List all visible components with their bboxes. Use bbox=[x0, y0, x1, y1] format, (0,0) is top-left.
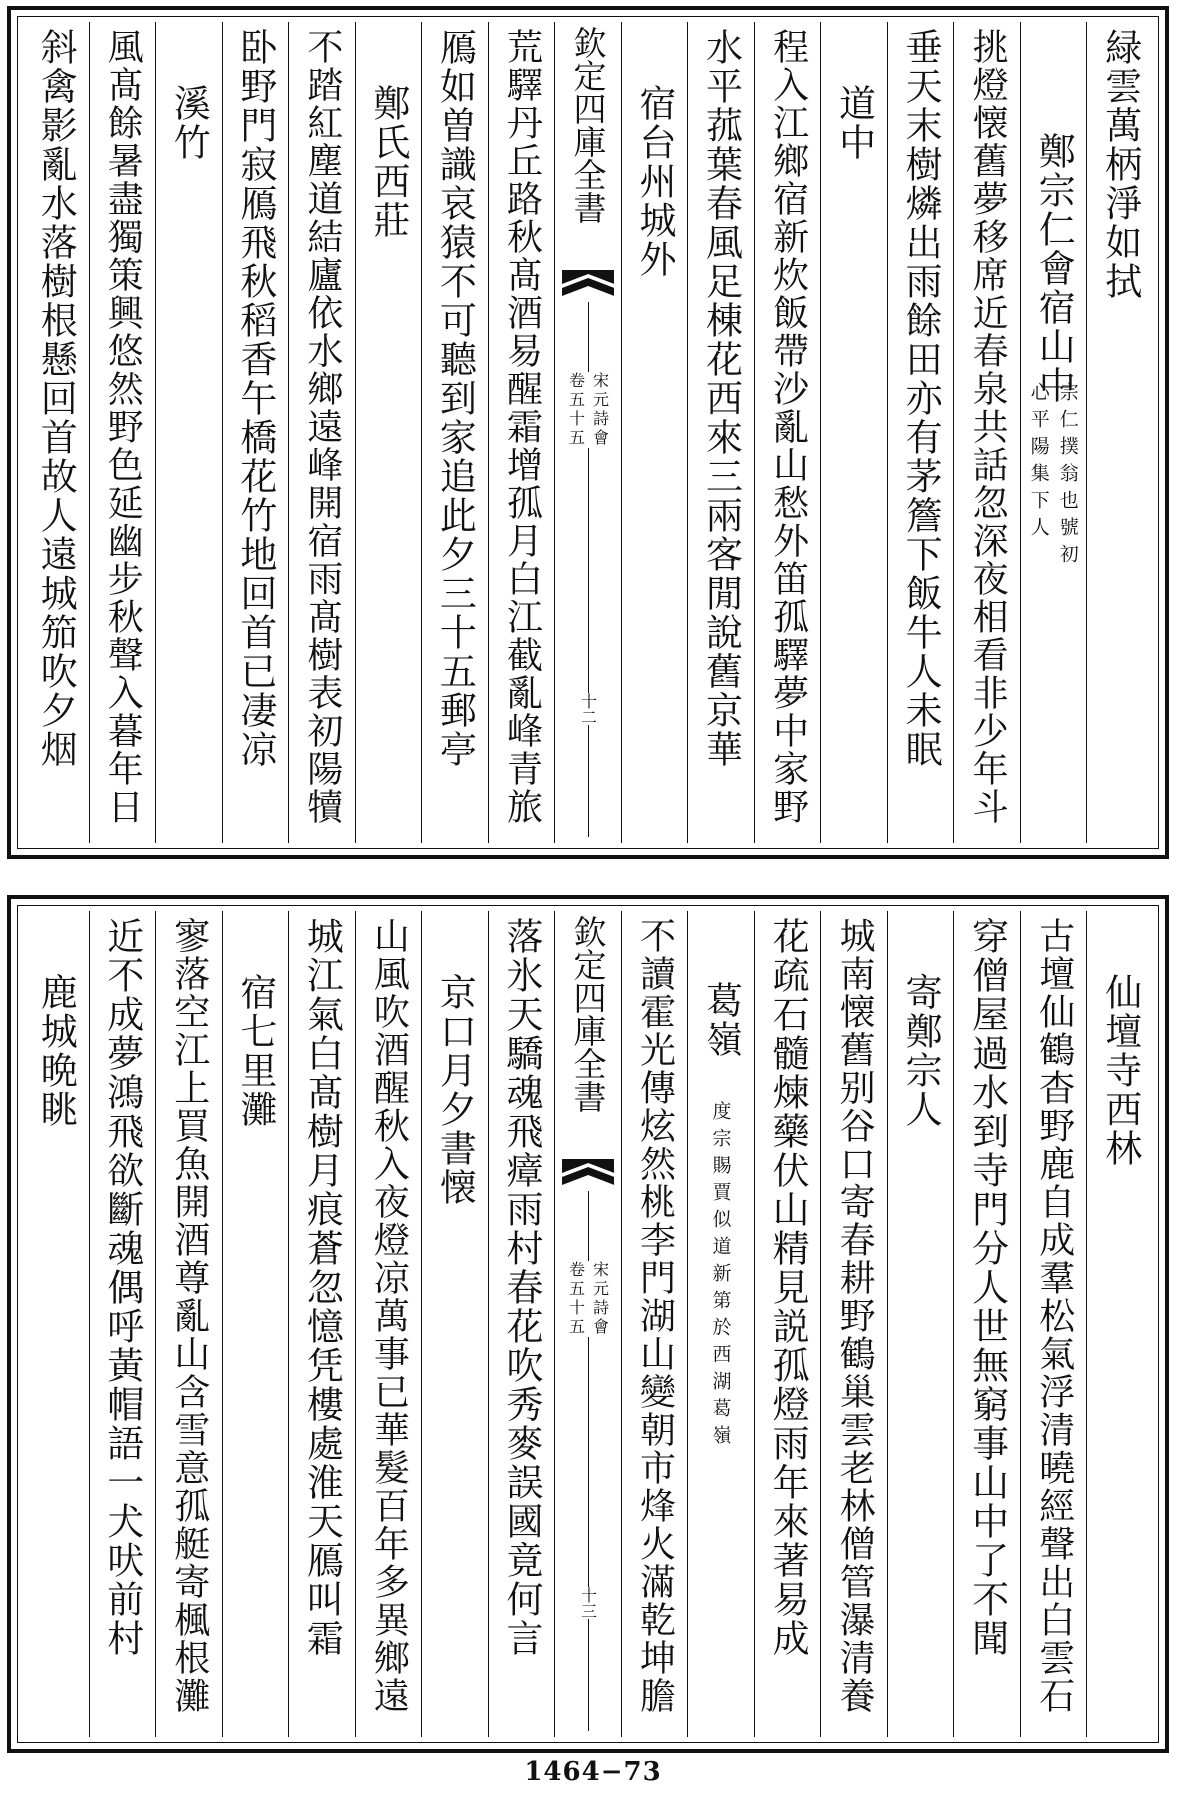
verse-line: 挑燈懐舊夢移席近春泉共話忽深夜相看非少年斗 bbox=[967, 28, 1009, 826]
poem-title-column bbox=[23, 911, 89, 1737]
verse-line: 鴈如曽識哀猿不可聽到家追此夕三十五郵亭 bbox=[433, 28, 477, 769]
author-column bbox=[687, 911, 754, 1737]
verse-column bbox=[288, 22, 355, 843]
poem-title-column bbox=[355, 22, 422, 843]
verse-line: 水平菰葉春風足棟花西來三兩客閒說舊京華 bbox=[699, 28, 743, 769]
verse-line: 緑雲萬柄淨如拭 bbox=[1098, 28, 1142, 301]
poem-title-column bbox=[621, 22, 688, 843]
fold-note-line: 宋元詩會 bbox=[590, 1261, 610, 1337]
poem-title-column bbox=[421, 911, 488, 1737]
book-title: 欽定四庫全書 bbox=[568, 26, 608, 224]
poem-title: 京口月夕書懐 bbox=[433, 973, 477, 1207]
verse-line: 城江氣白髙樹月痕蒼忽憶凭樓處淮天鴈叫霜 bbox=[300, 917, 344, 1658]
verse-column bbox=[421, 22, 488, 843]
verse-column bbox=[89, 22, 156, 843]
verse-line: 落氷天驕魂飛瘴雨村春花吹秀麥誤國竟何言 bbox=[499, 917, 543, 1658]
verse-column bbox=[23, 22, 89, 843]
verse-line: 荒驛丹丘路秋髙酒易醒霜增孤月白江截亂峰青旅 bbox=[501, 28, 543, 826]
author-column bbox=[1020, 22, 1087, 843]
verse-column bbox=[820, 911, 887, 1737]
poem-title-column bbox=[820, 22, 887, 843]
verse-column bbox=[155, 911, 222, 1737]
fold-center-column bbox=[554, 911, 621, 1737]
verse-column bbox=[953, 911, 1020, 1737]
note-line: 心平陽集下人 bbox=[1027, 382, 1050, 544]
poem-title: 宿七里灘 bbox=[233, 973, 277, 1129]
verse-column bbox=[288, 911, 355, 1737]
interlinear-note bbox=[1021, 382, 1087, 571]
leaf-number: 十三 bbox=[578, 1587, 598, 1619]
verse-line: 風髙餘暑盡獨策興悠然野色延幽步秋聲入暮年日 bbox=[102, 28, 144, 826]
fold-center-column bbox=[554, 22, 621, 843]
poem-title-column bbox=[155, 22, 222, 843]
note-line: 度宗賜賈似道新第於西湖葛嶺 bbox=[709, 1101, 732, 1452]
verse-column bbox=[355, 911, 422, 1737]
verse-line: 古壇仙鶴杳野鹿自成羣松氣浮清曉經聲出白雲石 bbox=[1033, 917, 1075, 1715]
upper-text-columns bbox=[23, 22, 1153, 843]
verse-column bbox=[754, 22, 821, 843]
poem-title: 道中 bbox=[832, 84, 876, 162]
verse-line: 穿僧屋過水到寺門分人世無窮事山中了不聞 bbox=[965, 917, 1009, 1658]
book-title: 欽定四庫全書 bbox=[568, 915, 608, 1113]
verse-column bbox=[754, 911, 821, 1737]
author-name: 葛嶺 bbox=[699, 981, 743, 1059]
verse-line: 近不成夢鴻飛欲斷魂偶呼黃帽語一犬吠前村 bbox=[100, 917, 144, 1658]
fold-note-line: 宋元詩會 bbox=[590, 372, 610, 448]
lower-page-frame bbox=[7, 895, 1169, 1753]
verse-column bbox=[687, 22, 754, 843]
verse-line: 城南懐舊别谷口寄春耕野鶴巢雲老林僧管瀑清養 bbox=[834, 917, 876, 1715]
poem-title: 仙壇寺西林 bbox=[1098, 973, 1142, 1168]
fish-tail-mark-icon bbox=[562, 1159, 614, 1185]
verse-column bbox=[222, 22, 289, 843]
fold-side-note bbox=[555, 1261, 621, 1337]
verse-line: 寥落空江上買魚開酒尊亂山含雪意孤艇寄楓根灘 bbox=[168, 917, 210, 1715]
verse-column bbox=[488, 911, 555, 1737]
interlinear-note bbox=[688, 1101, 754, 1452]
verse-column bbox=[887, 22, 954, 843]
verse-column bbox=[89, 911, 156, 1737]
fold-side-note bbox=[555, 372, 621, 448]
poem-title-column bbox=[887, 911, 954, 1737]
note-line: 宗仁撲翁也號初 bbox=[1056, 382, 1079, 571]
verse-line: 不讀霍光傳炫然桃李門湖山變朝市烽火滿乾坤膽 bbox=[634, 917, 676, 1715]
page-number: 1464−73 bbox=[524, 1757, 662, 1787]
poem-title-column bbox=[1086, 911, 1153, 1737]
verse-column bbox=[488, 22, 555, 843]
verse-column bbox=[1086, 22, 1153, 843]
leaf-number: 十二 bbox=[578, 693, 598, 725]
fold-note-line: 卷五十五 bbox=[566, 372, 586, 448]
poem-title: 宿台州城外 bbox=[633, 84, 677, 279]
lower-text-columns bbox=[23, 911, 1153, 1737]
verse-column bbox=[1020, 911, 1087, 1737]
verse-column bbox=[953, 22, 1020, 843]
poem-title: 鹿城晩眺 bbox=[34, 973, 78, 1129]
upper-page-frame bbox=[7, 6, 1169, 859]
verse-line: 斜禽影亂水落樹根懸回首故人遠城笳吹夕烟 bbox=[34, 28, 78, 769]
poem-title: 溪竹 bbox=[167, 84, 211, 162]
verse-line: 卧野門寂鴈飛秋稻香午橋花竹地回首已凄凉 bbox=[233, 28, 277, 769]
poem-title-column bbox=[222, 911, 289, 1737]
verse-line: 花疏石髓煉藥伏山精見説孤燈雨年來著易成 bbox=[766, 917, 810, 1658]
author-name: 鄭宗仁會宿山中 bbox=[1032, 132, 1076, 405]
poem-title: 鄭氏西莊 bbox=[366, 84, 410, 240]
verse-line: 垂天末樹燐出雨餘田亦有茅簷下飯牛人未眠 bbox=[899, 28, 943, 769]
verse-line: 不踏紅塵道結廬依水鄉遠峰開宿雨髙樹表初陽犢 bbox=[301, 28, 343, 826]
verse-column bbox=[621, 911, 688, 1737]
fish-tail-mark-icon bbox=[562, 270, 614, 296]
poem-title: 寄鄭宗人 bbox=[899, 973, 943, 1129]
verse-line: 程入江鄉宿新炊飯帶沙亂山愁外笛孤驛夢中家野 bbox=[767, 28, 809, 826]
fold-note-line: 卷五十五 bbox=[566, 1261, 586, 1337]
verse-line: 山風吹酒醒秋入夜燈凉萬事已華髮百年多異鄉遠 bbox=[368, 917, 410, 1715]
